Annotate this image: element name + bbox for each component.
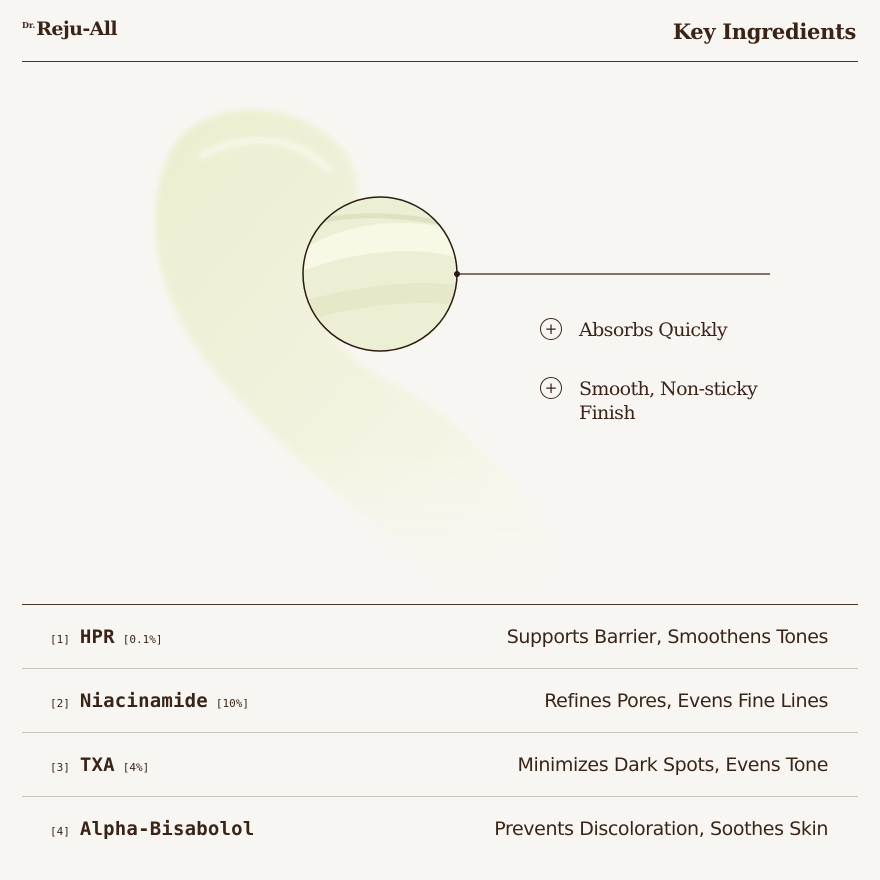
brand-name: Reju-All	[36, 18, 118, 40]
ingredient-benefit: Minimizes Dark Spots, Evens Tone	[517, 753, 828, 776]
ingredient-index: [1]	[50, 632, 70, 646]
benefit-label: Absorbs Quickly	[579, 319, 727, 341]
ingredient-row	[22, 604, 858, 668]
benefit-label: Smooth, Non-sticky Finish	[579, 378, 758, 424]
ingredient-percent: [4%]	[122, 760, 150, 774]
ingredient-row	[22, 796, 858, 860]
ingredient-index: [3]	[50, 760, 70, 774]
benefit-item	[540, 377, 779, 425]
ingredient-percent: [10%]	[215, 696, 250, 710]
ingredients-table	[22, 604, 858, 860]
plus-circle-icon: +	[540, 377, 562, 399]
ingredient-benefit: Prevents Discoloration, Soothes Skin	[494, 817, 828, 840]
ingredient-name: HPR	[79, 625, 115, 648]
ingredient-name: TXA	[79, 753, 115, 776]
brand-prefix: Dr.	[22, 20, 36, 30]
ingredient-percent: [0.1%]	[122, 632, 163, 646]
page-title: Key Ingredients	[672, 19, 856, 44]
ingredient-index: [4]	[50, 824, 70, 838]
ingredient-row	[22, 668, 858, 732]
plus-circle-icon: +	[540, 318, 562, 340]
brand-logo	[22, 18, 117, 40]
benefit-item	[540, 318, 779, 342]
ingredient-row	[22, 732, 858, 796]
ingredient-name: Niacinamide	[79, 689, 208, 712]
ingredient-benefit: Refines Pores, Evens Fine Lines	[544, 689, 828, 712]
ingredient-benefit: Supports Barrier, Smoothens Tones	[506, 625, 828, 648]
cream-swatch	[155, 110, 560, 589]
ingredient-name: Alpha-Bisabolol	[79, 817, 255, 840]
ingredient-index: [2]	[50, 696, 70, 710]
